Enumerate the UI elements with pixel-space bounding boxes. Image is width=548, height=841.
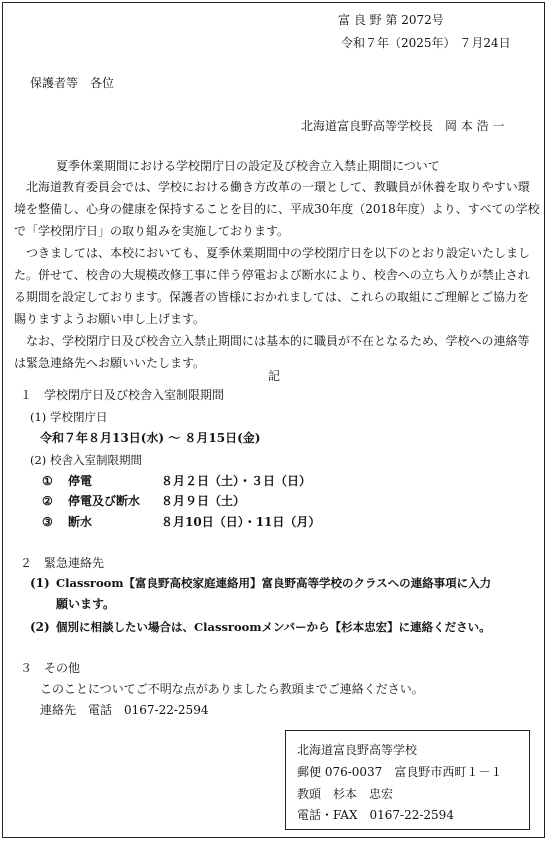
- restriction-num-1: ①: [42, 474, 53, 488]
- section1-sub2: (2) 校舎入室制限期間: [30, 453, 142, 467]
- section1-heading: １ 学校閉庁日及び校舎入室制限期間: [20, 388, 225, 402]
- ki-label: 記: [268, 369, 281, 383]
- section3-line2: 連絡先 電話 0167-22-2594: [40, 703, 209, 717]
- restriction-num-3: ③: [42, 515, 53, 529]
- restriction-dates-1: ８月２日（土）・３日（日）: [161, 474, 312, 488]
- paragraph-2: つきましては、本校においても、夏季休業期間中の学校閉庁日を以下のとおり設定いたしました。併せて、校舎の大規模改修工事に伴う停電および断水により、校舎への立ち入りが禁止される期間を設定しております。保護者の皆様におかれましては、これらの取組にご理解とご協力を賜りますようお願い申し上げます。: [14, 246, 531, 326]
- restriction-label-1: 停電: [68, 474, 93, 488]
- contact-item-2-num: (2): [30, 620, 50, 634]
- doc-date: 令和７年（2025年） ７月24日: [341, 36, 511, 50]
- contact-item-2-text: 個別に相談したい場合は、Classroomメンバーから【杉本忠宏】に連絡ください。: [56, 620, 491, 634]
- restriction-num-2: ②: [42, 494, 53, 508]
- doc-number: 富 良 野 第 2072号: [338, 13, 444, 27]
- section3-line1: このことについてご不明な点がありましたら教頭までご連絡ください。: [40, 682, 424, 696]
- body-text: [14, 176, 540, 374]
- contact-person: 教頭 杉本 忠宏: [297, 787, 394, 801]
- recipient: 保護者等 各位: [30, 76, 115, 90]
- contact-item-1-num: (1): [30, 576, 50, 590]
- contact-school: 北海道富良野高等学校: [297, 743, 418, 757]
- contact-box: [285, 730, 530, 830]
- document-title: 夏季休業期間における学校閉庁日の設定及び校舎立入禁止期間について: [56, 159, 440, 173]
- paragraph-3: なお、学校閉庁日及び校舎立入禁止期間には基本的に職員が不在となるため、学校への連絡等は緊急連絡先へお願いいたします。: [14, 334, 530, 370]
- section2-heading: ２ 緊急連絡先: [20, 556, 105, 570]
- sender: 北海道富良野高等学校長 岡 本 浩 一: [301, 119, 505, 133]
- restriction-label-2: 停電及び断水: [68, 494, 141, 508]
- restriction-dates-2: ８月９日（土）: [161, 494, 246, 508]
- restriction-label-3: 断水: [68, 515, 93, 529]
- contact-address: 郵便 076-0037 富良野市西町１－１: [297, 765, 503, 779]
- contact-phone: 電話・FAX 0167-22-2594: [297, 808, 454, 822]
- paragraph-1: 北海道教育委員会では、学校における働き方改革の一環として、教職員が休養を取りやすい環境を整備し、心身の健康を保持することを目的に、平成30年度（2018年度）より、すべての学校で「学校閉庁日」の取り組みを実施しております。: [14, 180, 540, 238]
- restriction-dates-3: ８月10日（日）・11日（月）: [161, 515, 321, 529]
- contact-item-1-line2: 願います。: [56, 597, 116, 611]
- contact-item-1-line1: Classroom【富良野高校家庭連絡用】富良野高等学校のクラスへの連絡事項に入力: [56, 576, 492, 590]
- section3-heading: ３ その他: [20, 661, 81, 675]
- closure-dates: 令和７年８月13日(水) 〜 ８月15日(金): [40, 431, 261, 445]
- section1-sub1: (1) 学校閉庁日: [30, 410, 108, 424]
